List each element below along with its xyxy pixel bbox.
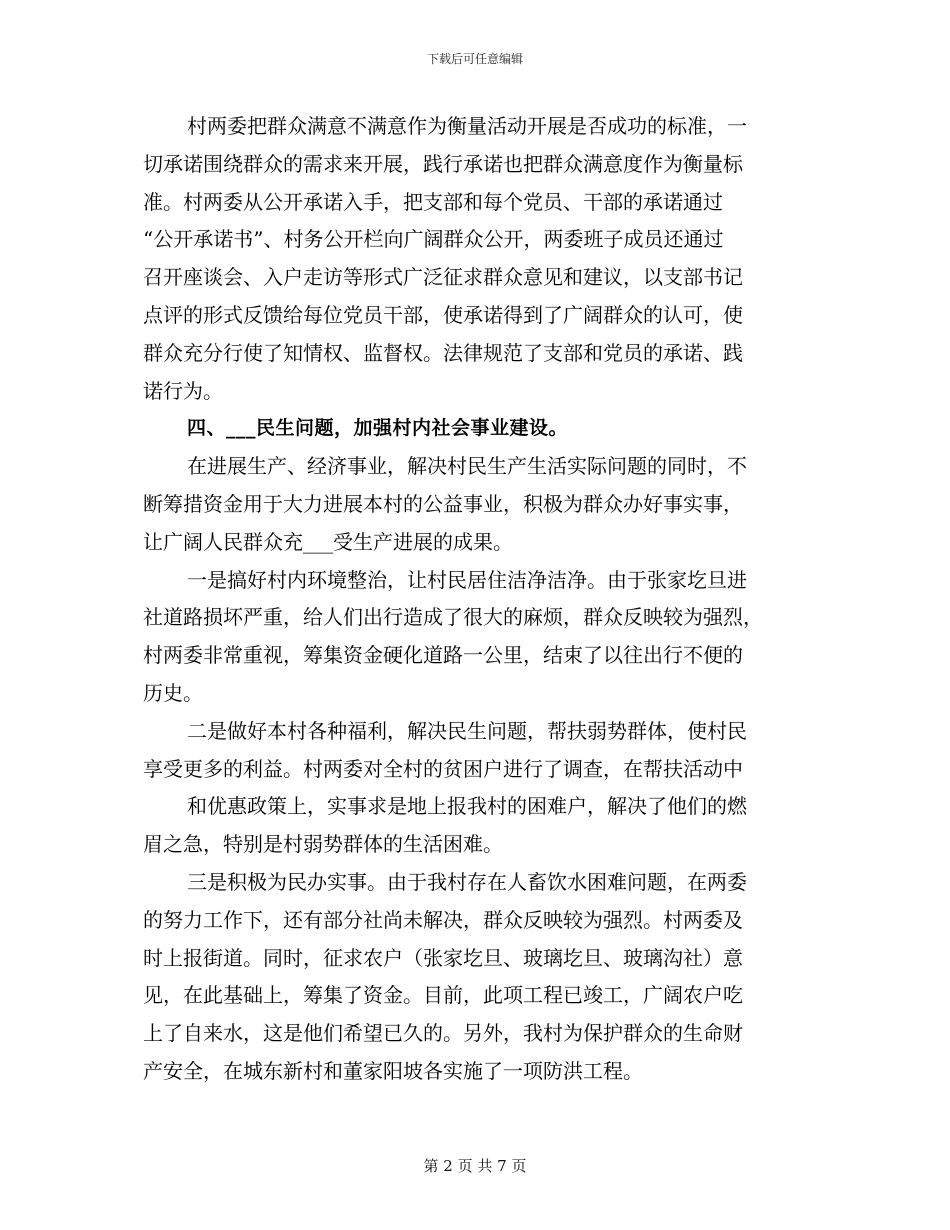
text-line: 的努力工作下，还有部分社尚未解决，群众反映较为强烈。村两委及 xyxy=(143,907,743,932)
page-number: 第 2 页 共 7 页 xyxy=(423,1157,527,1175)
text-line: 切承诺围绕群众的需求来开展，践行承诺也把群众满意度作为衡量标 xyxy=(143,151,743,176)
text-line: “公开承诺书”、村务公开栏向广阔群众公开，两委班子成员还通过 xyxy=(143,227,724,252)
text-line: 社道路损坏严重，给人们出行造成了很大的麻烦，群众反映较为强烈， xyxy=(143,605,763,630)
text-line: 见，在此基础上，筹集了资金。目前，此项工程已竣工，广阔农户吃 xyxy=(143,983,743,1008)
document-body xyxy=(143,108,810,1091)
paragraph-welfare xyxy=(143,713,810,789)
text-line: 产安全，在城东新村和董家阳坡各实施了一项防洪工程。 xyxy=(143,1058,643,1083)
text-line: 三是积极为民办实事。由于我村存在人畜饮水困难问题，在两委 xyxy=(187,869,747,894)
text-line: 在进展生产、经济事业，解决村民生产生活实际问题的同时，不 xyxy=(187,454,747,479)
header-note: 下载后可任意编辑 xyxy=(426,52,523,66)
text-line: 点评的形式反馈给每位党员干部，使承诺得到了广阔群众的认可，使 xyxy=(143,302,743,327)
paragraph-policy xyxy=(143,788,810,864)
paragraph-environment xyxy=(143,562,810,713)
text-line: 历史。 xyxy=(143,680,203,705)
text-line: 和优惠政策上，实事求是地上报我村的困难户，解决了他们的燃 xyxy=(187,794,747,819)
text-line: 诺行为。 xyxy=(143,378,223,403)
text-line: 准。村两委从公开承诺入手，把支部和每个党员、干部的承诺通过 xyxy=(143,189,723,214)
paragraph-public-welfare xyxy=(143,448,810,561)
text-line: 一是搞好村内环境整治，让村民居住洁净洁净。由于张家圪旦进 xyxy=(187,567,747,592)
text-line: 村两委把群众满意不满意作为衡量活动开展是否成功的标准，一 xyxy=(187,114,747,138)
text-line: 召开座谈会、入户走访等形式广泛征求群众意见和建议，以支部书记 xyxy=(143,265,743,290)
text-line: 群众充分行使了知情权、监督权。法律规范了支部和党员的承诺、践 xyxy=(143,340,743,365)
text-line: 让广阔人民群众充___受生产进展的成果。 xyxy=(143,529,513,554)
text-line: 上了自来水，这是他们希望已久的。另外，我村为保护群众的生命财 xyxy=(143,1021,743,1046)
text-line: 村两委非常重视，筹集资金硬化道路一公里，结束了以往出行不便的 xyxy=(143,643,743,668)
heading-text: 四、___民生问题，加强村内社会事业建设。 xyxy=(187,417,569,440)
text-line: 享受更多的利益。村两委对全村的贫困户进行了调查，在帮扶活动中 xyxy=(143,756,743,781)
paragraph-water-project xyxy=(143,864,810,1091)
paragraph-commitment-standard xyxy=(143,108,810,410)
text-line: 二是做好本村各种福利，解决民生问题，帮扶弱势群体，使村民 xyxy=(187,718,747,743)
section-heading-4 xyxy=(143,410,810,448)
text-line: 眉之急，特别是村弱势群体的生活困难。 xyxy=(143,832,503,857)
text-line: 断筹措资金用于大力进展本村的公益事业，积极为群众办好事实事， xyxy=(143,491,743,516)
text-line: 时上报街道。同时，征求农户（张家圪旦、玻璃圪旦、玻璃沟社）意 xyxy=(143,945,743,970)
